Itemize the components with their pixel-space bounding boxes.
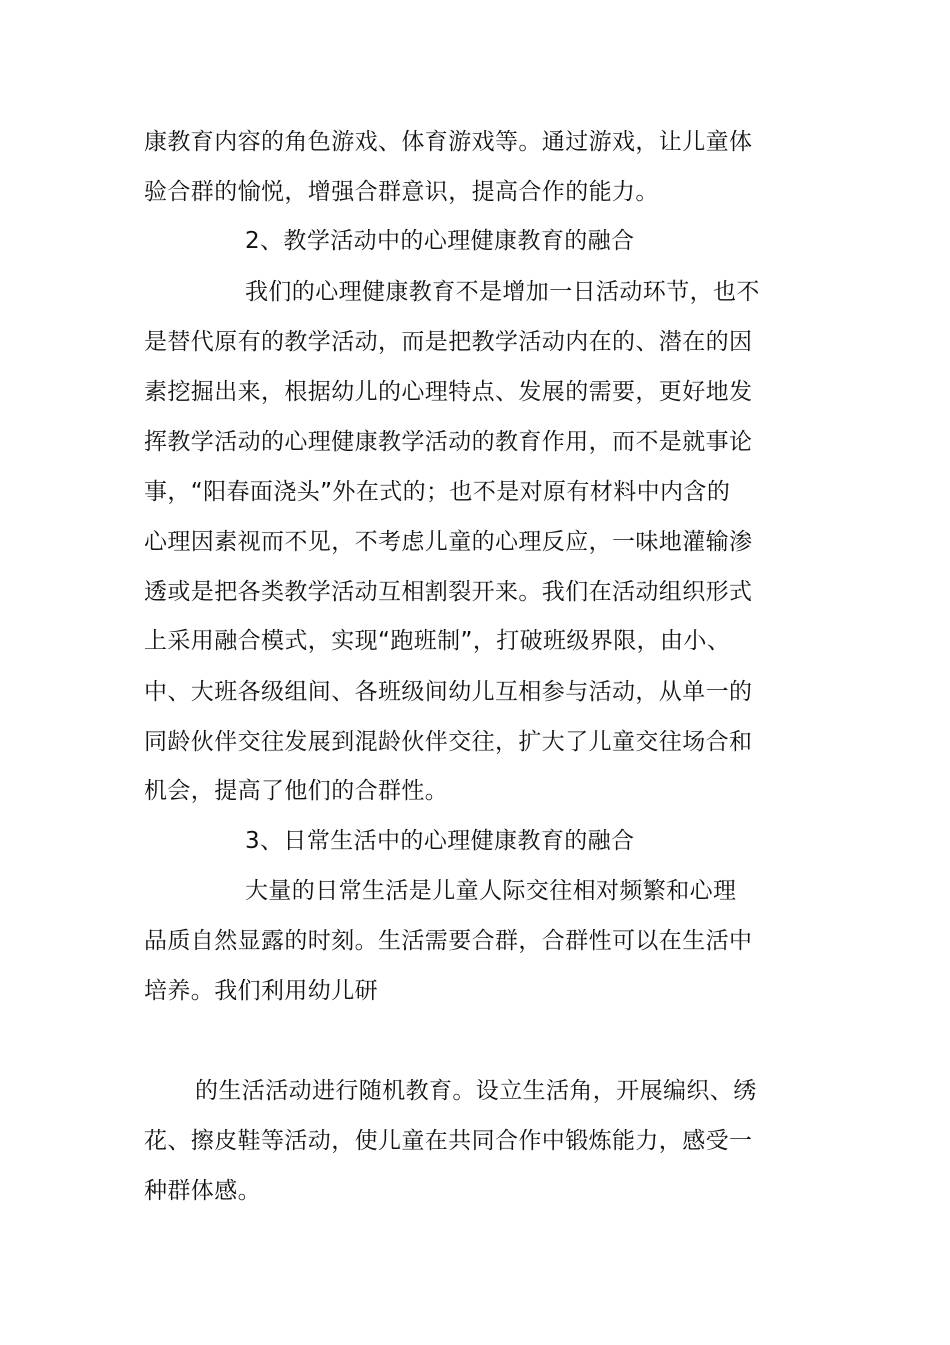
- text-line: 花、擦皮鞋等活动，使儿童在共同合作中锻炼能力，感受一: [144, 1128, 753, 1154]
- text-line: 种群体感。: [144, 1178, 261, 1204]
- section-heading: 2、教学活动中的心理健康教育的融合: [245, 228, 635, 254]
- text-line: 大量的日常生活是儿童人际交往相对频繁和心理: [245, 878, 737, 904]
- text-line: 中、大班各级组间、各班级间幼儿互相参与活动，从单一的: [144, 679, 753, 705]
- text-line: 的生活活动进行随机教育。设立生活角，开展编织、绣: [195, 1078, 757, 1104]
- text-line: 素挖掘出来，根据幼儿的心理特点、发展的需要，更好地发: [144, 379, 753, 405]
- section-heading: 3、日常生活中的心理健康教育的融合: [245, 828, 635, 854]
- text-line: 品质自然显露的时刻。生活需要合群，合群性可以在生活中: [144, 928, 753, 954]
- text-line: 康教育内容的角色游戏、体育游戏等。通过游戏，让儿童体: [144, 129, 753, 155]
- text-line: 我们的心理健康教育不是增加一日活动环节，也不: [245, 279, 760, 305]
- text-line: 事，“阳春面浇头”外在式的；也不是对原有材料中内含的: [144, 479, 731, 505]
- text-line: 挥教学活动的心理健康教学活动的教育作用，而不是就事论: [144, 429, 753, 455]
- text-line: 上采用融合模式，实现“跑班制”，打破班级界限，由小、: [144, 628, 731, 654]
- text-line: 心理因素视而不见，不考虑儿童的心理反应，一味地灌输渗: [144, 529, 753, 555]
- text-line: 验合群的愉悦，增强合群意识，提高合作的能力。: [144, 179, 659, 205]
- text-line: 是替代原有的教学活动，而是把教学活动内在的、潜在的因: [144, 329, 753, 355]
- text-line: 机会，提高了他们的合群性。: [144, 778, 449, 804]
- text-line: 培养。我们利用幼儿研: [144, 978, 378, 1004]
- text-line: 透或是把各类教学活动互相割裂开来。我们在活动组织形式: [144, 579, 753, 605]
- text-line: 同龄伙伴交往发展到混龄伙伴交往，扩大了儿童交往场合和: [144, 729, 753, 755]
